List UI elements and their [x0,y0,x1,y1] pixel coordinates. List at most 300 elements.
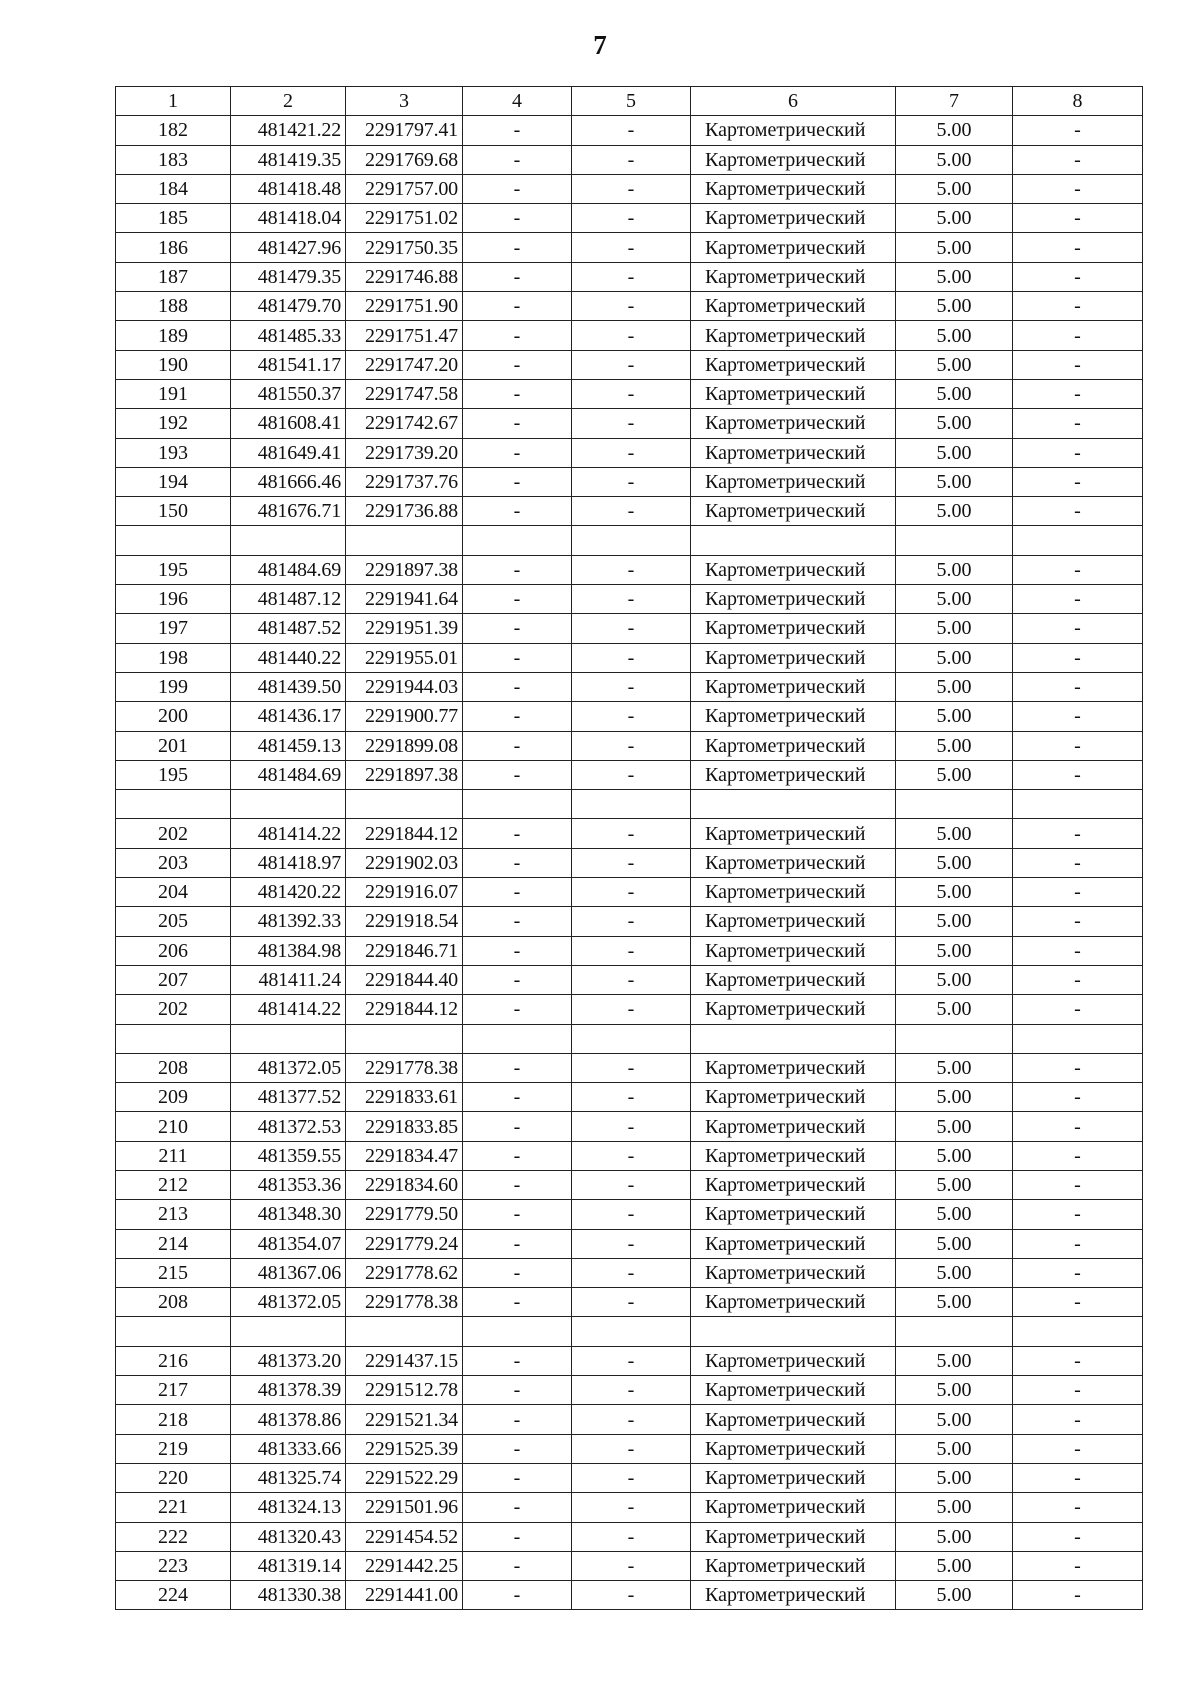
table-cell-col-4: - [463,145,572,174]
table-cell-col-1: 202 [116,995,231,1024]
table-cell-col-1: 200 [116,702,231,731]
table-cell-col-8: - [1013,409,1143,438]
table-cell-col-1: 191 [116,379,231,408]
table-cell-col-8: - [1013,995,1143,1024]
table-body [116,116,1143,1610]
table-cell-col-5: - [572,379,691,408]
table-cell-col-6: Картометрический [691,643,896,672]
empty-cell [231,1024,346,1053]
table-cell-col-1: 187 [116,262,231,291]
table-cell-col-5: - [572,233,691,262]
table-cell-col-6: Картометрический [691,1258,896,1287]
header-cell: 3 [346,87,463,116]
table-cell-col-8: - [1013,965,1143,994]
table-separator-row [116,790,1143,819]
table-cell-col-6: Картометрический [691,1288,896,1317]
table-row [116,585,1143,614]
table-row [116,1200,1143,1229]
table-row [116,233,1143,262]
table-separator-row [116,1024,1143,1053]
header-cell: 5 [572,87,691,116]
table-cell-col-4: - [463,497,572,526]
table-cell-col-8: - [1013,467,1143,496]
table-cell-col-2: 481372.05 [231,1053,346,1082]
empty-cell [231,526,346,555]
table-cell-col-5: - [572,995,691,1024]
table-row [116,350,1143,379]
table-cell-col-2: 481436.17 [231,702,346,731]
table-cell-col-4: - [463,1551,572,1580]
table-cell-col-3: 2291522.29 [346,1463,463,1492]
table-cell-col-1: 193 [116,438,231,467]
table-cell-col-5: - [572,467,691,496]
table-row [116,1434,1143,1463]
table-cell-col-1: 213 [116,1200,231,1229]
table-cell-col-7: 5.00 [896,1376,1013,1405]
table-cell-col-5: - [572,702,691,731]
table-cell-col-5: - [572,116,691,145]
table-cell-col-3: 2291746.88 [346,262,463,291]
table-cell-col-3: 2291751.90 [346,292,463,321]
table-cell-col-1: 188 [116,292,231,321]
table-cell-col-7: 5.00 [896,145,1013,174]
table-cell-col-3: 2291846.71 [346,936,463,965]
table-row [116,321,1143,350]
table-cell-col-8: - [1013,1434,1143,1463]
table-cell-col-4: - [463,174,572,203]
table-cell-col-4: - [463,555,572,584]
table-row [116,1493,1143,1522]
table-cell-col-1: 196 [116,585,231,614]
table-cell-col-6: Картометрический [691,965,896,994]
empty-cell [572,790,691,819]
table-cell-col-4: - [463,1112,572,1141]
table-cell-col-7: 5.00 [896,1434,1013,1463]
table-cell-col-6: Картометрический [691,497,896,526]
table-cell-col-3: 2291902.03 [346,848,463,877]
table-cell-col-6: Картометрический [691,1522,896,1551]
empty-cell [231,1317,346,1346]
table-cell-col-3: 2291944.03 [346,672,463,701]
table-row [116,1405,1143,1434]
table-cell-col-2: 481419.35 [231,145,346,174]
table-cell-col-2: 481418.04 [231,204,346,233]
table-cell-col-7: 5.00 [896,204,1013,233]
table-cell-col-6: Картометрический [691,409,896,438]
table-cell-col-4: - [463,321,572,350]
table-cell-col-1: 224 [116,1581,231,1610]
table-cell-col-5: - [572,1200,691,1229]
table-cell-col-2: 481392.33 [231,907,346,936]
table-row [116,1551,1143,1580]
table-cell-col-5: - [572,585,691,614]
table-cell-col-2: 481348.30 [231,1200,346,1229]
table-row [116,145,1143,174]
empty-cell [896,790,1013,819]
table-cell-col-3: 2291916.07 [346,878,463,907]
table-cell-col-8: - [1013,233,1143,262]
table-cell-col-3: 2291441.00 [346,1581,463,1610]
table-cell-col-5: - [572,555,691,584]
table-cell-col-6: Картометрический [691,467,896,496]
table-cell-col-4: - [463,1346,572,1375]
table-cell-col-8: - [1013,1522,1143,1551]
table-cell-col-7: 5.00 [896,1405,1013,1434]
empty-cell [116,1317,231,1346]
table-cell-col-2: 481418.97 [231,848,346,877]
table-cell-col-4: - [463,1522,572,1551]
empty-cell [572,526,691,555]
table-cell-col-4: - [463,350,572,379]
table-row [116,1463,1143,1492]
table-row [116,1112,1143,1141]
table-cell-col-7: 5.00 [896,438,1013,467]
table-cell-col-3: 2291742.67 [346,409,463,438]
table-cell-col-2: 481649.41 [231,438,346,467]
table-cell-col-5: - [572,760,691,789]
table-cell-col-4: - [463,409,572,438]
table-cell-col-7: 5.00 [896,907,1013,936]
table-cell-col-2: 481354.07 [231,1229,346,1258]
table-cell-col-3: 2291778.38 [346,1288,463,1317]
table-cell-col-6: Картометрический [691,292,896,321]
table-row [116,614,1143,643]
empty-cell [346,1024,463,1053]
table-cell-col-7: 5.00 [896,1258,1013,1287]
table-row [116,1346,1143,1375]
table-cell-col-1: 219 [116,1434,231,1463]
table-row [116,936,1143,965]
table-row [116,1083,1143,1112]
table-cell-col-7: 5.00 [896,1200,1013,1229]
table-cell-col-2: 481372.05 [231,1288,346,1317]
table-cell-col-6: Картометрический [691,614,896,643]
table-cell-col-3: 2291897.38 [346,760,463,789]
table-cell-col-6: Картометрический [691,1112,896,1141]
table-cell-col-5: - [572,614,691,643]
table-cell-col-8: - [1013,438,1143,467]
table-cell-col-6: Картометрический [691,1463,896,1492]
table-cell-col-5: - [572,350,691,379]
table-cell-col-8: - [1013,1112,1143,1141]
table-cell-col-3: 2291779.24 [346,1229,463,1258]
table-cell-col-4: - [463,848,572,877]
table-cell-col-6: Картометрический [691,995,896,1024]
table-cell-col-4: - [463,379,572,408]
table-cell-col-7: 5.00 [896,1551,1013,1580]
table-cell-col-6: Картометрический [691,1434,896,1463]
table-row [116,965,1143,994]
table-cell-col-1: 208 [116,1053,231,1082]
table-cell-col-2: 481411.24 [231,965,346,994]
empty-cell [346,526,463,555]
table-cell-col-5: - [572,1141,691,1170]
table-cell-col-4: - [463,760,572,789]
table-cell-col-5: - [572,1288,691,1317]
table-cell-col-3: 2291833.61 [346,1083,463,1112]
table-row [116,848,1143,877]
table-cell-col-4: - [463,936,572,965]
table-cell-col-1: 222 [116,1522,231,1551]
table-row [116,702,1143,731]
table-cell-col-5: - [572,204,691,233]
table-cell-col-2: 481378.39 [231,1376,346,1405]
table-cell-col-2: 481479.70 [231,292,346,321]
table-cell-col-7: 5.00 [896,1170,1013,1199]
table-cell-col-2: 481676.71 [231,497,346,526]
table-cell-col-7: 5.00 [896,321,1013,350]
table-cell-col-7: 5.00 [896,1053,1013,1082]
table-cell-col-4: - [463,1434,572,1463]
table-cell-col-5: - [572,1581,691,1610]
table-cell-col-6: Картометрический [691,1405,896,1434]
table-cell-col-3: 2291951.39 [346,614,463,643]
table-cell-col-5: - [572,438,691,467]
table-cell-col-4: - [463,995,572,1024]
table-cell-col-3: 2291454.52 [346,1522,463,1551]
empty-cell [231,790,346,819]
empty-cell [346,790,463,819]
table-cell-col-2: 481325.74 [231,1463,346,1492]
table-cell-col-6: Картометрический [691,233,896,262]
table-cell-col-8: - [1013,145,1143,174]
table-cell-col-2: 481320.43 [231,1522,346,1551]
table-row [116,1141,1143,1170]
table-cell-col-2: 481418.48 [231,174,346,203]
table-row [116,497,1143,526]
table-cell-col-6: Картометрический [691,379,896,408]
table-cell-col-8: - [1013,1463,1143,1492]
table-cell-col-3: 2291834.60 [346,1170,463,1199]
table-cell-col-8: - [1013,1493,1143,1522]
header-cell: 1 [116,87,231,116]
table-cell-col-4: - [463,467,572,496]
table-cell-col-6: Картометрический [691,702,896,731]
table-row [116,204,1143,233]
table-cell-col-8: - [1013,848,1143,877]
table-cell-col-1: 201 [116,731,231,760]
table-cell-col-5: - [572,731,691,760]
table-cell-col-6: Картометрический [691,1200,896,1229]
table-cell-col-2: 481367.06 [231,1258,346,1287]
table-row [116,379,1143,408]
empty-cell [116,526,231,555]
table-cell-col-2: 481319.14 [231,1551,346,1580]
table-cell-col-3: 2291525.39 [346,1434,463,1463]
table-cell-col-4: - [463,292,572,321]
table-cell-col-8: - [1013,878,1143,907]
table-cell-col-8: - [1013,731,1143,760]
table-cell-col-4: - [463,643,572,672]
table-cell-col-8: - [1013,1288,1143,1317]
table-cell-col-4: - [463,438,572,467]
table-cell-col-2: 481550.37 [231,379,346,408]
empty-cell [896,1024,1013,1053]
table-cell-col-2: 481608.41 [231,409,346,438]
table-cell-col-2: 481377.52 [231,1083,346,1112]
table-cell-col-8: - [1013,1376,1143,1405]
table-cell-col-3: 2291739.20 [346,438,463,467]
empty-cell [691,790,896,819]
table-cell-col-3: 2291955.01 [346,643,463,672]
table-cell-col-3: 2291769.68 [346,145,463,174]
table-cell-col-7: 5.00 [896,379,1013,408]
table-cell-col-7: 5.00 [896,643,1013,672]
table-cell-col-4: - [463,1258,572,1287]
table-cell-col-2: 481373.20 [231,1346,346,1375]
table-cell-col-8: - [1013,819,1143,848]
table-cell-col-1: 182 [116,116,231,145]
table-cell-col-3: 2291747.20 [346,350,463,379]
table-cell-col-7: 5.00 [896,1493,1013,1522]
table-cell-col-1: 211 [116,1141,231,1170]
table-cell-col-6: Картометрический [691,760,896,789]
table-cell-col-7: 5.00 [896,1288,1013,1317]
table-cell-col-2: 481333.66 [231,1434,346,1463]
table-cell-col-1: 217 [116,1376,231,1405]
table-cell-col-5: - [572,965,691,994]
header-cell: 7 [896,87,1013,116]
table-cell-col-8: - [1013,204,1143,233]
table-cell-col-7: 5.00 [896,965,1013,994]
table-cell-col-1: 185 [116,204,231,233]
table-cell-col-2: 481439.50 [231,672,346,701]
table-cell-col-7: 5.00 [896,936,1013,965]
empty-cell [1013,1317,1143,1346]
table-cell-col-4: - [463,672,572,701]
table-cell-col-1: 199 [116,672,231,701]
table-cell-col-2: 481421.22 [231,116,346,145]
table-cell-col-8: - [1013,1551,1143,1580]
table-cell-col-4: - [463,1229,572,1258]
table-cell-col-7: 5.00 [896,614,1013,643]
table-cell-col-7: 5.00 [896,555,1013,584]
table-cell-col-6: Картометрический [691,1170,896,1199]
table-cell-col-3: 2291747.58 [346,379,463,408]
table-row [116,995,1143,1024]
table-cell-col-5: - [572,1463,691,1492]
table-cell-col-6: Картометрический [691,1551,896,1580]
table-cell-col-7: 5.00 [896,1463,1013,1492]
table-row [116,1522,1143,1551]
empty-cell [1013,526,1143,555]
table-cell-col-6: Картометрический [691,321,896,350]
table-cell-col-1: 212 [116,1170,231,1199]
table-cell-col-3: 2291736.88 [346,497,463,526]
table-cell-col-8: - [1013,116,1143,145]
table-cell-col-1: 189 [116,321,231,350]
table-cell-col-2: 481414.22 [231,995,346,1024]
table-cell-col-2: 481359.55 [231,1141,346,1170]
table-cell-col-7: 5.00 [896,1346,1013,1375]
empty-cell [1013,790,1143,819]
table-cell-col-7: 5.00 [896,409,1013,438]
header-cell: 8 [1013,87,1143,116]
table-cell-col-1: 209 [116,1083,231,1112]
header-cell: 6 [691,87,896,116]
table-cell-col-3: 2291899.08 [346,731,463,760]
table-cell-col-3: 2291442.25 [346,1551,463,1580]
empty-cell [691,526,896,555]
table-cell-col-8: - [1013,1141,1143,1170]
empty-cell [896,1317,1013,1346]
table-cell-col-8: - [1013,672,1143,701]
table-cell-col-7: 5.00 [896,1229,1013,1258]
table-row [116,555,1143,584]
table-cell-col-2: 481484.69 [231,760,346,789]
table-cell-col-4: - [463,702,572,731]
table-cell-col-6: Картометрический [691,350,896,379]
table-cell-col-4: - [463,1141,572,1170]
table-cell-col-1: 195 [116,760,231,789]
table-row [116,760,1143,789]
table-cell-col-1: 218 [116,1405,231,1434]
table-cell-col-8: - [1013,936,1143,965]
table-cell-col-2: 481324.13 [231,1493,346,1522]
empty-cell [463,1317,572,1346]
table-cell-col-3: 2291750.35 [346,233,463,262]
table-cell-col-7: 5.00 [896,672,1013,701]
table-cell-col-1: 203 [116,848,231,877]
table-cell-col-2: 481330.38 [231,1581,346,1610]
empty-cell [572,1024,691,1053]
table-cell-col-7: 5.00 [896,497,1013,526]
table-cell-col-7: 5.00 [896,467,1013,496]
table-separator-row [116,526,1143,555]
table-row [116,1288,1143,1317]
table-cell-col-3: 2291512.78 [346,1376,463,1405]
table-row [116,878,1143,907]
table-cell-col-4: - [463,1053,572,1082]
table-cell-col-5: - [572,1493,691,1522]
table-cell-col-5: - [572,262,691,291]
table-cell-col-3: 2291941.64 [346,585,463,614]
table-cell-col-7: 5.00 [896,995,1013,1024]
table-cell-col-8: - [1013,350,1143,379]
table-cell-col-2: 481459.13 [231,731,346,760]
table-cell-col-3: 2291897.38 [346,555,463,584]
table-cell-col-1: 220 [116,1463,231,1492]
table-cell-col-4: - [463,116,572,145]
table-cell-col-7: 5.00 [896,878,1013,907]
table-cell-col-8: - [1013,1258,1143,1287]
table-cell-col-5: - [572,1258,691,1287]
table-cell-col-5: - [572,1522,691,1551]
table-cell-col-8: - [1013,1229,1143,1258]
table-cell-col-8: - [1013,1581,1143,1610]
table-cell-col-4: - [463,878,572,907]
table-cell-col-1: 202 [116,819,231,848]
table-cell-col-6: Картометрический [691,1493,896,1522]
table-cell-col-8: - [1013,907,1143,936]
table-cell-col-7: 5.00 [896,585,1013,614]
table-cell-col-3: 2291778.62 [346,1258,463,1287]
table-cell-col-4: - [463,262,572,291]
table-cell-col-4: - [463,1200,572,1229]
table-cell-col-5: - [572,1170,691,1199]
table-cell-col-1: 195 [116,555,231,584]
table-cell-col-2: 481427.96 [231,233,346,262]
table-cell-col-7: 5.00 [896,233,1013,262]
table-cell-col-5: - [572,1083,691,1112]
table-cell-col-5: - [572,907,691,936]
table-cell-col-2: 481479.35 [231,262,346,291]
table-cell-col-6: Картометрический [691,174,896,203]
table-cell-col-1: 206 [116,936,231,965]
table-cell-col-8: - [1013,643,1143,672]
table-cell-col-6: Картометрический [691,1376,896,1405]
table-cell-col-4: - [463,1376,572,1405]
